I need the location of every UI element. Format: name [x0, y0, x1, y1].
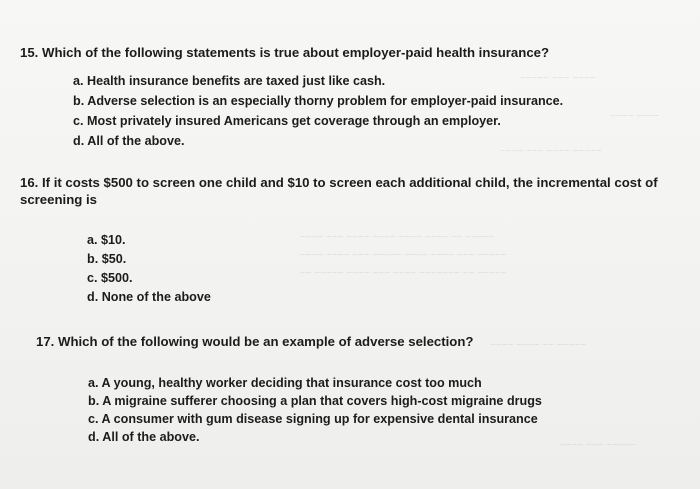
question-16-option-c: c. $500.: [87, 271, 133, 285]
question-16-option-a: a. $10.: [87, 233, 126, 247]
question-17-option-d: d. All of the above.: [88, 430, 200, 444]
bleed-through-decoration: ~~~~~ ~~ ~~~~~~~ ~~~~ ~~~ ~~~~ ~~~~~ ~~: [300, 268, 507, 279]
question-16-option-d: d. None of the above: [87, 290, 211, 304]
question-17-option-c: c. A consumer with gum disease signing up for expensive dental insurance: [88, 412, 538, 426]
question-15-option-b: b. Adverse selection is an especially thorny problem for employer-paid insurance.: [73, 94, 564, 108]
bleed-through-decoration: ~~~~~ ~~~ ~~~~ ~~~~ ~~~~~ ~~~ ~~~~ ~~~~: [300, 250, 507, 261]
question-17-stem: 17. Which of the following would be an example of adverse selection?: [36, 334, 474, 349]
question-15-option-d: d. All of the above.: [73, 134, 185, 148]
bleed-through-decoration: ~~~~~ ~~~~ ~~~ ~~~~: [500, 146, 602, 157]
bleed-through-decoration: ~~~~ ~~~~: [610, 111, 660, 122]
question-15-option-a: a. Health insurance benefits are taxed just like cash.: [73, 74, 386, 88]
question-16-stem-line-2: screening is: [20, 192, 97, 207]
bleed-through-decoration: ~~~~~ ~~ ~~~~ ~~~~ ~~~~ ~~~~ ~~~ ~~~~: [300, 232, 495, 243]
question-15-stem: 15. Which of the following statements is true about employer-paid health insurance?: [20, 45, 550, 60]
bleed-through-decoration: ~~~~ ~~~ ~~~~~: [520, 73, 596, 84]
question-15-option-c: c. Most privately insured Americans get coverage through an employer.: [73, 114, 501, 128]
question-16-option-b: b. $50.: [87, 252, 127, 266]
bleed-through-decoration: ~~~~~ ~~~ ~~~~: [560, 440, 636, 451]
bleed-through-decoration: ~~~~~ ~~ ~~~~ ~~~~: [490, 340, 586, 351]
question-17-option-b: b. A migraine sufferer choosing a plan that covers high-cost migraine drugs: [88, 394, 542, 408]
question-17-option-a: a. A young, healthy worker deciding that insurance cost too much: [88, 376, 482, 390]
question-16-stem-line-1: 16. If it costs $500 to screen one child and $10 to screen each additional child, the incremental cost of: [20, 175, 658, 190]
